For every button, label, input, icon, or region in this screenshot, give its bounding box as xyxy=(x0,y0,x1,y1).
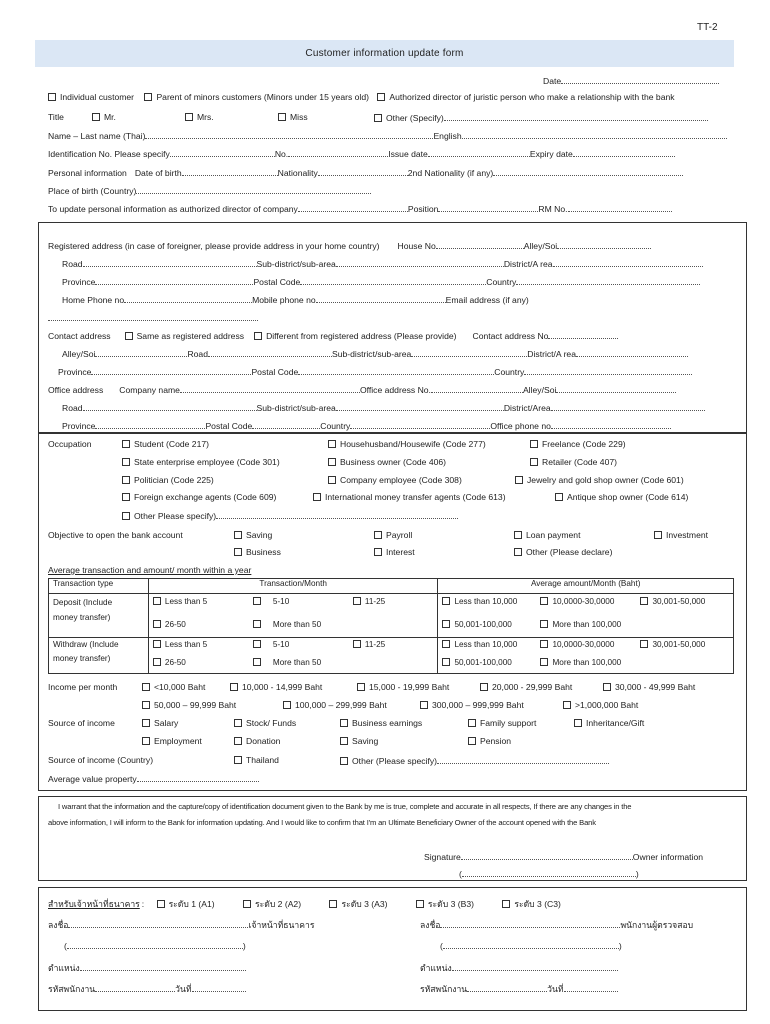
deposit-count-cell xyxy=(148,594,438,638)
source-country-thailand[interactable]: Thailand xyxy=(234,755,279,765)
deposit-amount-lt10k[interactable]: Less than 10,000 xyxy=(442,597,517,606)
miss-option[interactable]: Miss xyxy=(278,112,308,122)
pob-field[interactable]: Place of birth (Country) xyxy=(48,185,371,196)
registered-province-row[interactable]: Province Postal Code Country xyxy=(62,276,700,287)
obj-business[interactable]: Business xyxy=(234,547,281,557)
occ-housewife[interactable]: Househusband/Housewife (Code 277) xyxy=(328,439,486,449)
income-300k-1m[interactable]: 300,000 – 999,999 Baht xyxy=(420,700,524,710)
source-stock[interactable]: Stock/ Funds xyxy=(234,718,296,728)
title-bar xyxy=(35,40,734,67)
occ-jewelry[interactable]: Jewelry and gold shop owner (Code 601) xyxy=(515,475,684,485)
withdraw-count-11-25[interactable]: 11-25 xyxy=(353,640,385,649)
declaration-line-2: above information, I will inform to the Bank for information updating. And I would like to confirm that I'm an Ultimate Beneficiary Owner of the account opened with the Bank xyxy=(48,818,596,827)
source-pension[interactable]: Pension xyxy=(468,736,511,746)
deposit-amount-50k-100k[interactable]: 50,001-100,000 xyxy=(442,620,511,629)
source-family[interactable]: Family support xyxy=(468,718,536,728)
deposit-count-gt50[interactable]: More than 50 xyxy=(253,620,321,629)
source-label: Source of income xyxy=(48,718,115,728)
verifier-name-field[interactable]: ( ) xyxy=(440,941,622,951)
income-lt10k[interactable]: <10,000 Baht xyxy=(142,682,205,692)
level-c3-checkbox[interactable] xyxy=(502,900,510,908)
signature-name-field[interactable]: ( ) xyxy=(459,869,639,879)
avg-property-field[interactable]: Average value property xyxy=(48,773,259,784)
col-amount-header: Average amount/Month (Baht) xyxy=(438,579,734,594)
occ-fx-agent[interactable]: Foreign exchange agents (Code 609) xyxy=(122,492,276,502)
withdraw-count-gt50[interactable]: More than 50 xyxy=(253,658,321,667)
occ-retailer[interactable]: Retailer (Code 407) xyxy=(530,457,617,467)
email-continuation[interactable] xyxy=(48,312,258,323)
verifier-sign-field[interactable]: ลงชื่อ พนักงานผู้ตรวจสอบ xyxy=(420,920,694,930)
registered-road-row[interactable]: Road Sub-district/sub-area District/A rea xyxy=(62,258,703,269)
income-gt1m[interactable]: >1,000,000 Baht xyxy=(563,700,638,710)
id-row[interactable]: Identification No. Please specify No. Issue date Expiry date xyxy=(48,148,675,159)
deposit-amount-cell xyxy=(438,594,734,638)
col-type-header: Transaction type xyxy=(49,579,149,594)
income-50k-100k[interactable]: 50,000 – 99,999 Baht xyxy=(142,700,236,710)
office-address-row[interactable]: Office address Company name Office address No. Alley/Soi xyxy=(48,384,676,395)
title-label: Title xyxy=(48,112,64,122)
occ-freelance[interactable]: Freelance (Code 229) xyxy=(530,439,626,449)
form-code: TT-2 xyxy=(697,22,718,33)
customer-type-row: Individual customer Parent of minors customers (Minors under 15 years old) Authorized director of juristic person who make a relationship with the bank xyxy=(48,92,675,102)
source-business[interactable]: Business earnings xyxy=(340,718,422,728)
withdraw-label: Withdraw (Include money transfer) xyxy=(49,638,149,674)
form-title: Customer information update form xyxy=(305,48,464,59)
withdraw-amount-lt10k[interactable]: Less than 10,000 xyxy=(442,640,517,649)
source-salary[interactable]: Salary xyxy=(142,718,178,728)
other-title-option[interactable]: Other (Specify) xyxy=(374,112,708,123)
deposit-label: Deposit (Include money transfer) xyxy=(49,594,149,638)
level-b3-checkbox[interactable] xyxy=(416,900,424,908)
deposit-count-5-10[interactable]: 5-10 xyxy=(253,597,289,606)
declaration-line-1: I warrant that the information and the capture/copy of identification document given to the Bank by me is true, complete and accurate in all respects, If there are any changes in the xyxy=(58,802,632,811)
source-donation[interactable]: Donation xyxy=(234,736,280,746)
personal-row[interactable]: Personal information Date of birth Nationality 2nd Nationality (if any) xyxy=(48,167,683,178)
mr-option[interactable]: Mr. xyxy=(92,112,116,122)
office-road-row[interactable]: Road Sub-district/sub-area District/Area xyxy=(62,402,705,413)
occ-business-owner[interactable]: Business owner (Code 406) xyxy=(328,457,446,467)
income-label: Income per month xyxy=(48,682,118,692)
contact-province-row[interactable]: Province Postal Code Country xyxy=(58,366,692,377)
director-checkbox[interactable] xyxy=(377,93,385,101)
bank-officer-label: สำหรับเจ้าหน้าที่ธนาคาร xyxy=(48,899,140,909)
objective-label: Objective to open the bank account xyxy=(48,530,183,540)
income-15k-20k[interactable]: 15,000 - 19,999 Baht xyxy=(357,682,449,692)
occ-state-enterprise[interactable]: State enterprise employee (Code 301) xyxy=(122,457,280,467)
verifier-position-field[interactable]: ตำแหน่ง xyxy=(420,961,618,975)
obj-interest[interactable]: Interest xyxy=(374,547,415,557)
office-province-row[interactable]: Province Postal Code Country Office phone no xyxy=(62,420,671,431)
verifier-code-field[interactable]: รหัสพนักงาน วันที่ xyxy=(420,982,618,996)
withdraw-amount-cell xyxy=(438,638,734,674)
officer-position-field[interactable]: ตำแหน่ง xyxy=(48,961,246,975)
occ-antique[interactable]: Antique shop owner (Code 614) xyxy=(555,492,688,502)
date-field[interactable]: Date xyxy=(543,75,719,86)
col-month-header: Transaction/Month xyxy=(148,579,438,594)
officer-name-field[interactable]: ( ) xyxy=(64,941,246,951)
level-a3-checkbox[interactable] xyxy=(329,900,337,908)
registered-address-row[interactable]: Registered address (in case of foreigner, please provide address in your home country) House No Alley/Soi xyxy=(48,240,651,251)
occ-student[interactable]: Student (Code 217) xyxy=(122,439,209,449)
withdraw-count-cell xyxy=(148,638,438,674)
occ-money-transfer[interactable]: International money transfer agents (Code 613) xyxy=(313,492,506,502)
transaction-table xyxy=(48,578,734,674)
withdraw-amount-50k-100k[interactable]: 50,001-100,000 xyxy=(442,658,511,667)
deposit-amount-10k-30k[interactable]: 10,0000-30,0000 xyxy=(540,597,614,606)
individual-checkbox[interactable] xyxy=(48,93,56,101)
income-20k-30k[interactable]: 20,000 - 29,999 Baht xyxy=(480,682,572,692)
withdraw-amount-10k-30k[interactable]: 10,0000-30,0000 xyxy=(540,640,614,649)
director-row[interactable]: To update personal information as authorized director of company Position RM No. xyxy=(48,203,672,214)
obj-payroll[interactable]: Payroll xyxy=(374,530,412,540)
withdraw-count-26-50[interactable]: 26-50 xyxy=(153,658,186,667)
obj-loan[interactable]: Loan payment xyxy=(514,530,580,540)
source-employment[interactable]: Employment xyxy=(142,736,202,746)
contact-road-row[interactable]: Alley/Soi Road Sub-district/sub-area District/A rea xyxy=(62,348,688,359)
deposit-count-lt5[interactable]: Less than 5 xyxy=(153,597,207,606)
deposit-count-26-50[interactable]: 26-50 xyxy=(153,620,186,629)
transaction-heading: Average transaction and amount/ month within a year xyxy=(48,565,252,575)
deposit-count-11-25[interactable]: 11-25 xyxy=(353,597,385,606)
thai-name-field[interactable]: Name – Last name (Thai) English xyxy=(48,130,727,141)
income-10k-15k[interactable]: 10,000 - 14,999 Baht xyxy=(230,682,322,692)
phone-row[interactable]: Home Phone no Mobile phone no Email address (if any) xyxy=(62,295,529,305)
occupation-label: Occupation xyxy=(48,439,92,449)
withdraw-amount-gt100k[interactable]: More than 100,000 xyxy=(540,658,621,667)
income-100k-300k[interactable]: 100,000 – 299,999 Baht xyxy=(283,700,387,710)
deposit-amount-gt100k[interactable]: More than 100,000 xyxy=(540,620,621,629)
same-address-checkbox[interactable] xyxy=(125,332,133,340)
obj-other[interactable]: Other (Please declare) xyxy=(514,547,612,557)
source-country-other[interactable]: Other (Please specify) xyxy=(340,755,609,766)
parent-checkbox[interactable] xyxy=(144,93,152,101)
withdraw-count-5-10[interactable]: 5-10 xyxy=(253,640,289,649)
occ-other[interactable]: Other Please specify) xyxy=(122,510,458,521)
withdraw-count-lt5[interactable]: Less than 5 xyxy=(153,640,207,649)
withdraw-amount-30k-50k[interactable]: 30,001-50,000 xyxy=(640,640,705,649)
source-inheritance[interactable]: Inheritance/Gift xyxy=(574,718,644,728)
occ-politician[interactable]: Politician (Code 225) xyxy=(122,475,214,485)
officer-sign-field[interactable]: ลงชื่อ เจ้าหน้าที่ธนาคาร xyxy=(48,920,315,930)
income-30k-50k[interactable]: 30,000 - 49,999 Baht xyxy=(603,682,695,692)
contact-address-row[interactable]: Contact address Same as registered address Different from registered address (Please provide) Contact address No xyxy=(48,330,618,341)
level-a2-checkbox[interactable] xyxy=(243,900,251,908)
bank-officer-row: สำหรับเจ้าหน้าที่ธนาคาร : ระดับ 1 (A1) ระดับ 2 (A2) ระดับ 3 (A3) ระดับ 3 (B3) ระดับ 3 (C3) xyxy=(48,899,561,909)
deposit-amount-30k-50k[interactable]: 30,001-50,000 xyxy=(640,597,705,606)
obj-saving[interactable]: Saving xyxy=(234,530,272,540)
officer-code-field[interactable]: รหัสพนักงาน วันที่ xyxy=(48,982,246,996)
signature-field[interactable]: Signature Owner information xyxy=(424,852,704,862)
mrs-option[interactable]: Mrs. xyxy=(185,112,214,122)
obj-investment[interactable]: Investment xyxy=(654,530,708,540)
level-a1-checkbox[interactable] xyxy=(157,900,165,908)
source-saving[interactable]: Saving xyxy=(340,736,378,746)
source-country-label: Source of income (Country) xyxy=(48,755,154,765)
occ-company-employee[interactable]: Company employee (Code 308) xyxy=(328,475,462,485)
different-address-checkbox[interactable] xyxy=(254,332,262,340)
